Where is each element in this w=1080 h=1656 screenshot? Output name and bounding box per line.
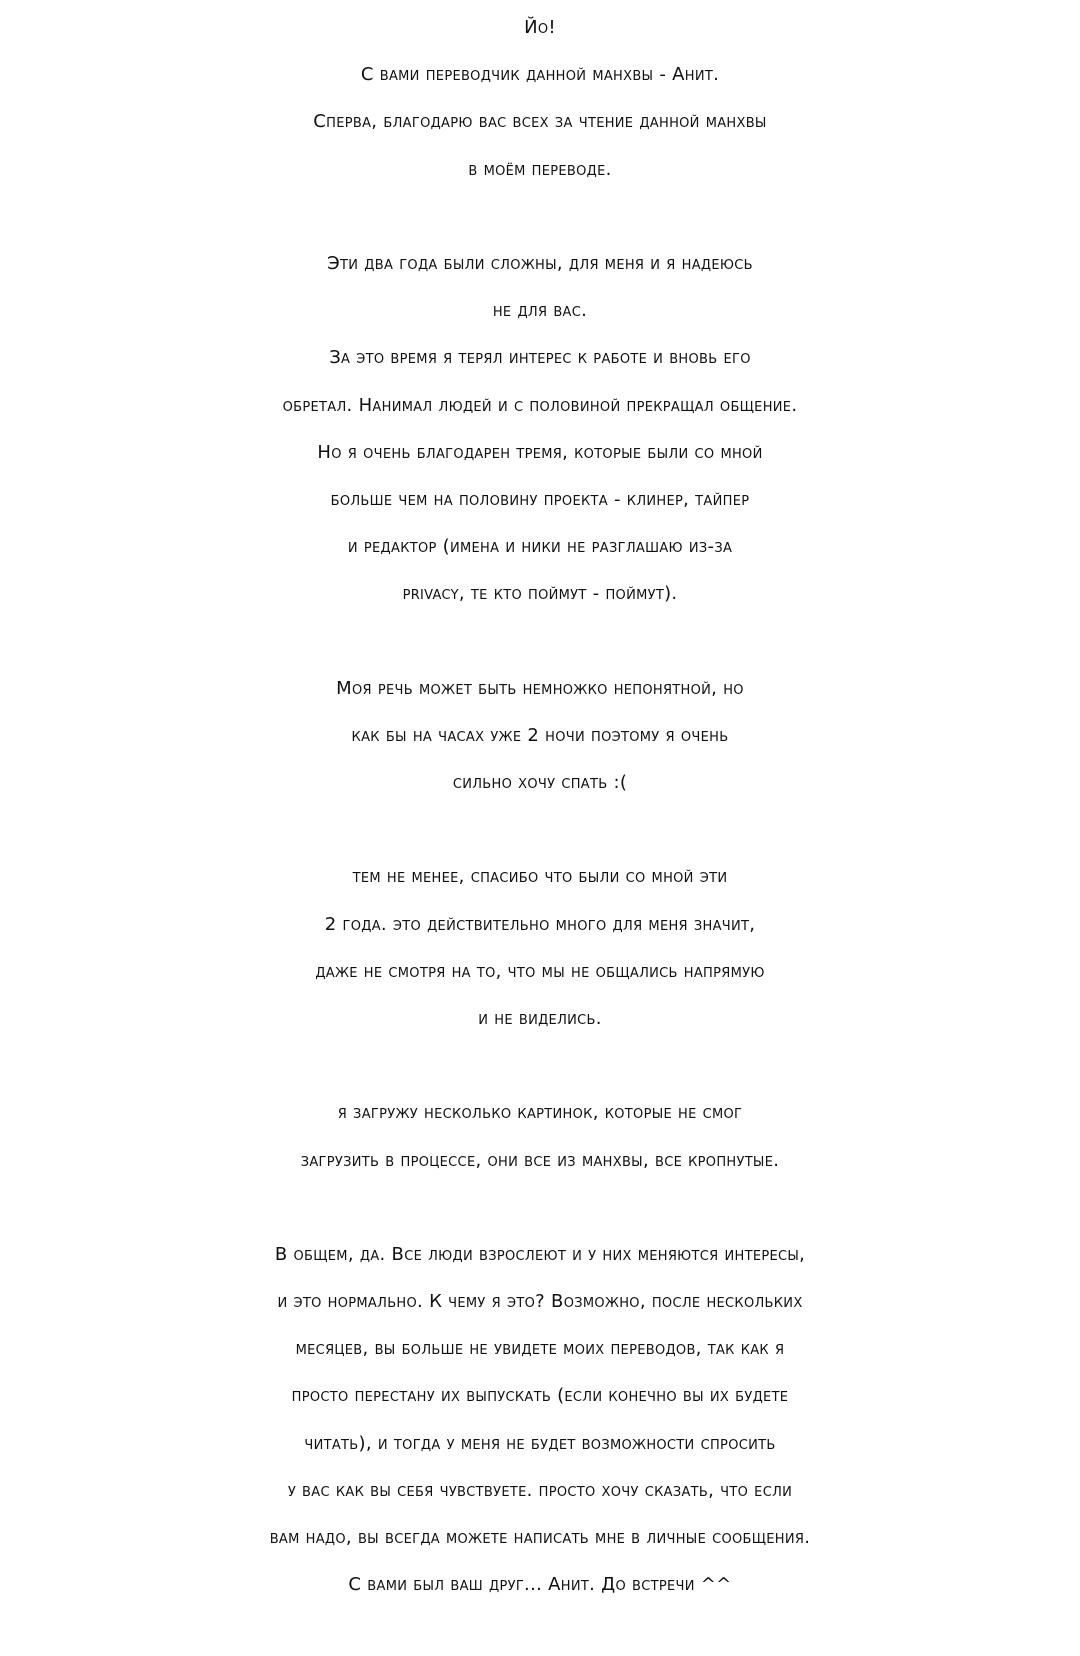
text-line: За это время я терял интерес к работе и вновь его	[329, 347, 751, 369]
greeting: Йо!	[524, 17, 556, 38]
paragraph-gap	[0, 193, 1080, 240]
text-line: Но я очень благодарен тремя, которые были со мной	[317, 441, 763, 463]
paragraph-intro	[0, 51, 1080, 193]
text-line: Сперва, благодарю вас всех за чтение данной манхвы	[313, 111, 767, 133]
text-line: месяцев, вы больше не увидете моих переводов, так как я	[295, 1338, 785, 1360]
text-line: даже не смотря на то, что мы не общались напрямую	[315, 960, 765, 982]
paragraph-images	[0, 1089, 1080, 1183]
paragraph-gap	[0, 617, 1080, 664]
text-line: как бы на часах уже 2 ночи поэтому я очень	[351, 724, 729, 746]
paragraph-farewell	[0, 1231, 1080, 1609]
text-line: и редактор (имена и ники не разглашаю из-за	[347, 536, 733, 558]
paragraph-gap	[0, 1042, 1080, 1089]
text-line: вам надо, вы всегда можете написать мне в личные сообщения.	[269, 1527, 811, 1548]
text-line: В общем, да. Все люди взрослеют и у них меняются интересы,	[274, 1243, 806, 1265]
greeting-block	[0, 4, 1080, 51]
text-line: С вами переводчик данной манхвы - Анит.	[360, 64, 720, 86]
text-line: Эти два года были сложны, для меня и я надеюсь	[327, 252, 753, 274]
text-line: privacy, те кто поймут - поймут).	[402, 583, 678, 605]
text-line: читать), и тогда у меня не будет возможности спросить	[304, 1432, 776, 1454]
text-line: больше чем на половину проекта - клинер, тайпер	[330, 488, 750, 510]
signature-line: С вами был ваш друг... Анит. До встречи ^^	[348, 1574, 732, 1596]
text-line: у вас как вы себя чувствуете. просто хочу сказать, что если	[287, 1479, 793, 1501]
paragraph-gap	[0, 1184, 1080, 1231]
text-line: обретал. Нанимал людей и с половиной прекращал общение.	[282, 394, 798, 416]
paragraph-gap	[0, 806, 1080, 853]
text-line: сильно хочу спать :(	[452, 772, 628, 793]
text-line: и не виделись.	[478, 1007, 602, 1029]
text-line: 2 года. это действительно много для меня значит,	[324, 913, 756, 935]
text-line: в моём переводе.	[468, 158, 612, 180]
text-line: и это нормально. К чему я это? Возможно, после нескольких	[277, 1291, 803, 1313]
text-line: тем не менее, спасибо что были со мной эти	[352, 866, 728, 888]
text-line: я загружу несколько картинок, которые не смог	[337, 1102, 743, 1124]
paragraph-two-years	[0, 240, 1080, 618]
text-line: загрузить в процессе, они все из манхвы, все кропнутые.	[300, 1149, 780, 1171]
text-line: Моя речь может быть немножко непонятной, но	[336, 677, 744, 699]
paragraph-sleepy	[0, 665, 1080, 807]
paragraph-thanks	[0, 853, 1080, 1042]
text-line: не для вас.	[492, 300, 588, 322]
text-line: просто перестану их выпускать (если конечно вы их будете	[291, 1385, 789, 1407]
